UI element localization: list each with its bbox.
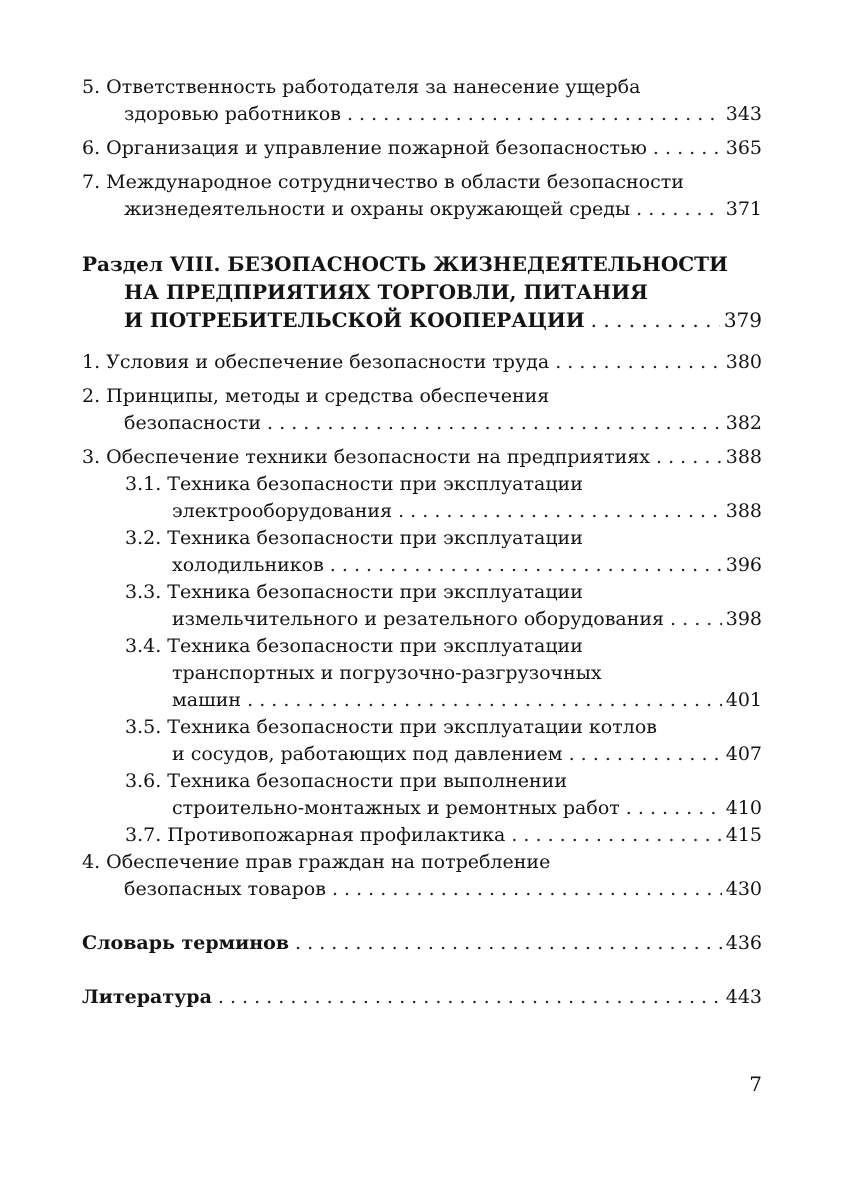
dot-leader — [653, 135, 722, 162]
toc-entry-text: здоровью работников — [124, 103, 341, 125]
page-ref: 415 — [725, 824, 762, 846]
toc-chapter-3[interactable] — [82, 444, 762, 471]
toc-entry-text: измельчительного и резательного оборудования — [172, 608, 665, 630]
toc-entry-text: и сосудов, работающих под давлением — [172, 743, 563, 765]
dot-leader — [511, 822, 721, 849]
section-title: НА ПРЕДПРИЯТИЯХ ТОРГОВЛИ, ПИТАНИЯ — [124, 280, 648, 304]
table-of-contents — [82, 74, 762, 1011]
page-ref: 379 — [723, 308, 762, 332]
toc-entry-7[interactable] — [82, 169, 762, 223]
toc-entry-text: 3. Обеспечение техники безопасности на предприятиях — [82, 446, 650, 468]
toc-entry-text: безопасности — [124, 412, 262, 434]
toc-entry-text: 6. Организация и управление пожарной безопасностью — [82, 137, 647, 159]
page-ref: 388 — [725, 500, 762, 522]
page-ref: 410 — [725, 797, 762, 819]
toc-entry-6[interactable] — [82, 135, 762, 162]
dot-leader — [247, 687, 722, 714]
page-ref: 430 — [725, 878, 762, 900]
toc-entry-text: 3.1. Техника безопасности при эксплуатации — [125, 473, 583, 495]
toc-entry-text: 3.5. Техника безопасности при эксплуатации котлов — [125, 716, 657, 738]
toc-chapter-1[interactable] — [82, 349, 762, 376]
section-title: И ПОТРЕБИТЕЛЬСКОЙ КООПЕРАЦИИ — [124, 308, 585, 332]
glossary-label: Словарь терминов — [82, 932, 290, 954]
dot-leader — [626, 795, 722, 822]
dot-leader — [330, 552, 722, 579]
dot-leader — [569, 741, 722, 768]
page-ref: 401 — [725, 689, 762, 711]
toc-entry-text: 3.2. Техника безопасности при эксплуатации — [125, 527, 583, 549]
toc-subsection-3-3[interactable] — [82, 579, 762, 633]
page-ref: 407 — [725, 743, 762, 765]
toc-subsection-3-6[interactable] — [82, 768, 762, 822]
dot-leader — [398, 498, 722, 525]
dot-leader — [332, 876, 722, 903]
page-ref: 396 — [725, 554, 762, 576]
toc-entry-text: машин — [172, 689, 242, 711]
toc-chapter-2[interactable] — [82, 383, 762, 437]
dot-leader — [347, 101, 722, 128]
toc-entry-text: 4. Обеспечение прав граждан на потребление — [82, 851, 551, 873]
toc-subsection-3-7[interactable] — [82, 822, 762, 849]
toc-entry-text: 7. Международное сотрудничество в области безопасности — [82, 171, 684, 193]
dot-leader — [591, 306, 720, 334]
page-ref: 343 — [725, 103, 762, 125]
dot-leader — [218, 984, 722, 1011]
section-title: Раздел VIII. БЕЗОПАСНОСТЬ ЖИЗНЕДЕЯТЕЛЬНОСТИ — [82, 252, 728, 276]
toc-entry-text: 1. Условия и обеспечение безопасности труда — [82, 351, 550, 373]
toc-chapter-4[interactable] — [82, 849, 762, 903]
dot-leader — [670, 606, 722, 633]
dot-leader — [295, 930, 722, 957]
page-ref: 371 — [725, 198, 762, 220]
toc-subsection-3-1[interactable] — [82, 471, 762, 525]
toc-entry-text: 3.7. Противопожарная профилактика — [125, 824, 506, 846]
dot-leader — [656, 444, 722, 471]
toc-entry-text: 3.3. Техника безопасности при эксплуатации — [125, 581, 583, 603]
toc-literature[interactable] — [82, 984, 762, 1011]
toc-entry-text: безопасных товаров — [124, 878, 326, 900]
page-ref: 365 — [725, 137, 762, 159]
dot-leader — [267, 410, 722, 437]
toc-entry-text: 2. Принципы, методы и средства обеспечения — [82, 385, 550, 407]
page-ref: 380 — [725, 351, 762, 373]
toc-glossary[interactable] — [82, 930, 762, 957]
page-ref: 388 — [725, 446, 762, 468]
page-ref: 382 — [725, 412, 762, 434]
dot-leader — [555, 349, 722, 376]
toc-section-8[interactable] — [82, 250, 762, 334]
toc-subsection-3-4[interactable] — [82, 633, 762, 714]
toc-subsection-3-5[interactable] — [82, 714, 762, 768]
page-ref: 398 — [725, 608, 762, 630]
toc-entry-text: электрооборудования — [172, 500, 393, 522]
dot-leader — [636, 196, 722, 223]
toc-subsection-3-2[interactable] — [82, 525, 762, 579]
page-ref: 443 — [725, 986, 762, 1008]
toc-entry-text: 3.6. Техника безопасности при выполнении — [125, 770, 567, 792]
toc-entry-text: жизнедеятельности и охраны окружающей среды — [124, 198, 631, 220]
toc-entry-5[interactable] — [82, 74, 762, 128]
toc-entry-text: холодильников — [172, 554, 324, 576]
page-ref: 436 — [725, 932, 762, 954]
literature-label: Литература — [82, 986, 212, 1008]
toc-entry-text: 3.4. Техника безопасности при эксплуатации — [125, 635, 583, 657]
toc-entry-text: 5. Ответственность работодателя за нанесение ущерба — [82, 76, 641, 98]
toc-entry-text: транспортных и погрузочно-разгрузочных — [172, 662, 602, 684]
page-number: 7 — [749, 1072, 762, 1096]
toc-entry-text: строительно-монтажных и ремонтных работ — [172, 797, 620, 819]
